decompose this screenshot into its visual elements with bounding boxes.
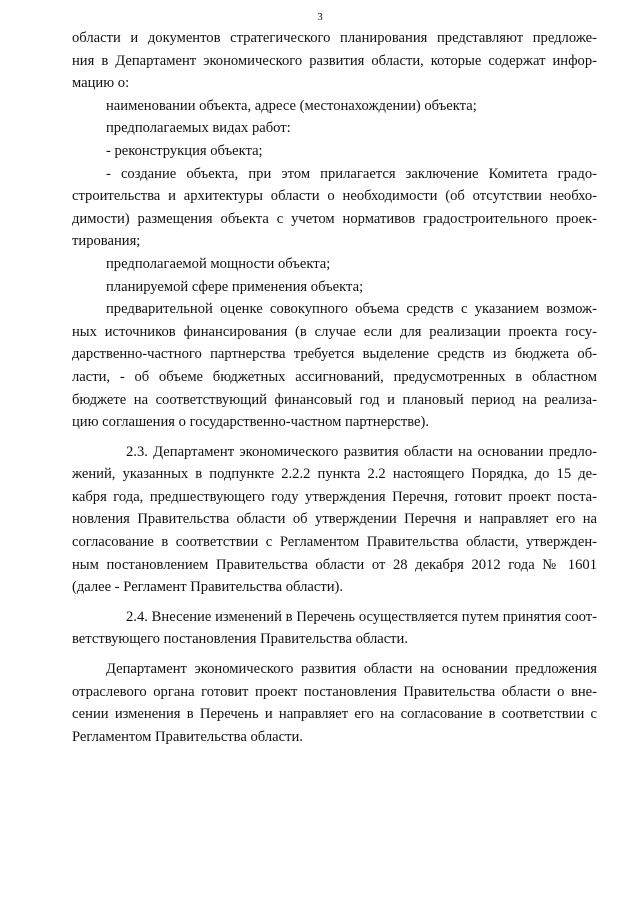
paragraph-line: предполагаемой мощности объекта; [106,255,331,272]
paragraph-line: согласование в соответствии с Регламентом Правительства области, утвержден- [72,534,597,551]
paragraph-line: Регламентом Правительства области. [72,728,303,745]
paragraph-line: предполагаемых видах работ: [106,120,291,137]
paragraph-line: мацию о: [72,75,130,92]
paragraph-line: ным постановлением Правительства области от 28 декабря 2012 года № 1601 [72,556,597,573]
document-body [72,27,597,748]
paragraph-line: (далее - Регламент Правительства области). [72,579,344,596]
paragraph-line: Департамент экономического развития области на основании предложения [106,661,597,678]
paragraph-line: тирования; [72,233,141,250]
paragraph-line: ветствующего постановления Правительства области. [72,631,409,648]
paragraph [72,253,597,276]
paragraph-line: - реконструкция объекта; [106,142,263,159]
paragraph-line: бюджете на соответствующий финансовый год и плановый период на реализа- [72,391,597,408]
paragraph-line: строительства и архитектуры области о необходимости (об отсутствии необхо- [72,188,597,205]
paragraph-gap [72,434,597,441]
paragraph-line: ных источников финансирования (в случае если для реализации проекта госу- [72,323,597,340]
paragraph-gap [72,599,597,606]
paragraph-line: цию соглашения о государственно-частном партнерстве). [72,414,430,431]
paragraph [72,606,597,651]
paragraph [72,140,597,163]
paragraph-line: отраслевого органа готовит проект постановления Правительства области о вне- [72,683,597,700]
paragraph-line: сении изменения в Перечень и направляет его на согласование в соответствии с [72,706,597,723]
paragraph-line: кабря года, предшествующего году утверждения Перечня, готовит проект поста- [72,488,597,505]
paragraph-line: наименовании объекта, адресе (местонахождении) объекта; [106,97,477,114]
paragraph-line: ния в Департамент экономического развития области, которые содержат инфор- [72,52,597,69]
paragraph-line: 2.3. Департамент экономического развития области на основании предло- [126,443,597,460]
paragraph-line: димости) размещения объекта с учетом нормативов градостроительного проек- [72,210,597,227]
paragraph-line: области и документов стратегического планирования представляют предложе- [72,30,597,46]
paragraph [72,658,597,748]
paragraph [72,298,597,434]
page-number: 3 [317,11,323,23]
paragraph-line: 2.4. Внесение изменений в Перечень осуществляется путем принятия соот- [126,608,597,625]
paragraph [72,276,597,299]
paragraph-line: новления Правительства области об утверждении Перечня и направляет его на [72,511,597,528]
paragraph-line: планируемой сфере применения объекта; [106,278,364,295]
paragraph-gap [72,651,597,658]
paragraph [72,441,597,599]
paragraph [72,117,597,140]
paragraph-line: жений, указанных в подпункте 2.2.2 пункта 2.2 настоящего Порядка, до 15 де- [72,466,597,483]
paragraph [72,27,597,95]
paragraph-line: ласти, - об объеме бюджетных ассигнований, предусмотренных в областном [72,368,597,385]
paragraph-line: предварительной оценке совокупного объема средств с указанием возмож- [106,301,597,318]
paragraph-line: - создание объекта, при этом прилагается заключение Комитета градо- [106,165,597,182]
paragraph-line: дарственно-частного партнерства требуется выделение средств из бюджета об- [72,346,597,363]
paragraph [72,95,597,118]
paragraph [72,163,597,253]
